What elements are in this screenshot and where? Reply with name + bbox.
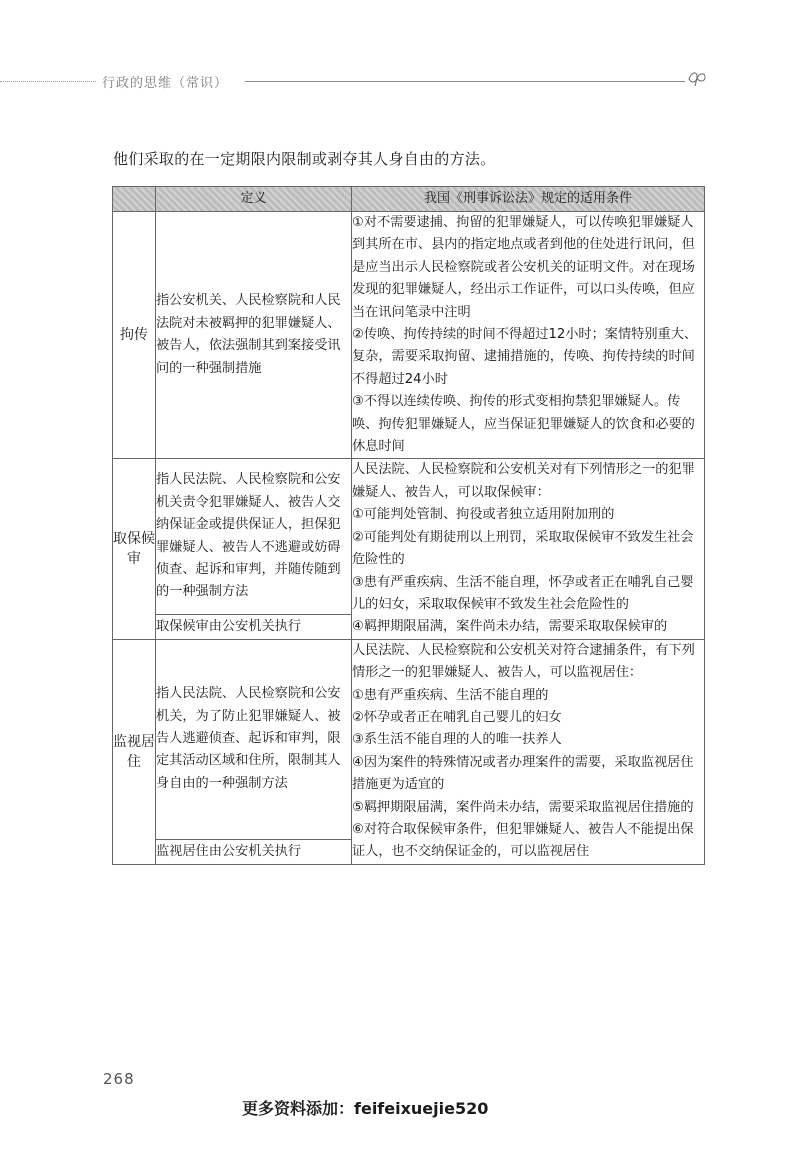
condition-item: ④羁押期限届满，案件尚未办结，需要采取取保候审的 [352, 619, 668, 635]
measure-conditions [352, 639, 705, 864]
condition-item: ②可能判处有期徒刑以上刑罚，采取取保候审不致发生社会危险性的 [352, 529, 694, 568]
header-cell-conditions: 我国《刑事诉讼法》规定的适用条件 [352, 187, 705, 212]
leaf-ornament-icon [686, 69, 708, 87]
measure-name: 拘传 [113, 212, 156, 459]
running-header [0, 66, 800, 96]
measure-name: 监视居住 [113, 639, 156, 864]
condition-item: ①对不需要逮捕、拘留的犯罪嫌疑人，可以传唤犯罪嫌疑人到其所在市、县内的指定地点或者到他的住处进行讯问，但是应当出示人民检察院或者公安机关的证明文件。对在现场发现的犯罪嫌疑人，经出示工作证件，可以口头传唤，但应当在讯问笔录中注明 [352, 215, 695, 320]
condition-item: ④因为案件的特殊情况或者办理案件的需要，采取监视居住措施更为适宜的 [352, 754, 694, 793]
measure-definition: 指人民法院、人民检察院和公安机关责令犯罪嫌疑人、被告人交纳保证金或提供保证人，担保犯罪嫌疑人、被告人不逃避或妨碍侦查、起诉和审判，并随传随到的一种强制方法 [156, 459, 352, 614]
header-dotted-rule [0, 81, 96, 82]
condition-item: 人民法院、人民检察院和公安机关对符合逮捕条件，有下列情形之一的犯罪嫌疑人、被告人，可以监视居住： [352, 642, 695, 681]
measure-executor: 取保候审由公安机关执行 [156, 614, 352, 639]
header-rule [245, 81, 685, 82]
measure-name: 取保候审 [113, 459, 156, 639]
table-header-row [113, 187, 705, 212]
condition-item: ①患有严重疾病、生活不能自理的 [352, 687, 549, 703]
measure-definition: 指公安机关、人民检察院和人民法院对未被羁押的犯罪嫌疑人、被告人，依法强制其到案接受讯问的一种强制措施 [156, 212, 352, 459]
table-row [113, 459, 705, 614]
condition-item: ③不得以连续传唤、拘传的形式变相拘禁犯罪嫌疑人。传唤、拘传犯罪嫌疑人，应当保证犯罪嫌疑人的饮食和必要的休息时间 [352, 394, 695, 455]
condition-item: ②传唤、拘传持续的时间不得超过12小时；案情特别重大、复杂，需要采取拘留、逮捕措施的，传唤、拘传持续的时间不得超过24小时 [352, 327, 698, 387]
condition-item: ⑥对符合取保候审条件，但犯罪嫌疑人、被告人不能提出保证人，也不交纳保证金的，可以监视居住 [352, 821, 694, 860]
header-title: 行政的思维（常识） [102, 76, 229, 91]
condition-item: ②怀孕或者正在哺乳自己婴儿的妇女 [352, 709, 562, 725]
footer-note: 更多资料添加：feifeixuejie520 [242, 1099, 489, 1118]
header-cell-definition: 定义 [156, 187, 352, 212]
condition-item: ⑤羁押期限届满，案件尚未办结，需要采取监视居住措施的 [352, 799, 694, 815]
page-number: 268 [103, 1070, 135, 1088]
condition-item: 人民法院、人民检察院和公安机关对有下列情形之一的犯罪嫌疑人、被告人，可以取保候审： [352, 462, 695, 500]
condition-item: ①可能判处管制、拘役或者独立适用附加刑的 [352, 507, 615, 523]
measure-conditions [352, 212, 705, 459]
condition-item: ③系生活不能自理的人的唯一扶养人 [352, 732, 562, 748]
table-row [113, 639, 705, 839]
condition-item: ③患有严重疾病、生活不能自理，怀孕或者正在哺乳自己婴儿的妇女，采取取保候审不致发生社会危险性的 [352, 574, 694, 612]
measure-definition: 指人民法院、人民检察院和公安机关，为了防止犯罪嫌疑人、被告人逃避侦查、起诉和审判，限定其活动区域和住所，限制其人身自由的一种强制方法 [156, 639, 352, 839]
measure-conditions [352, 459, 705, 639]
coercive-measures-table [112, 186, 705, 865]
table-row [113, 212, 705, 459]
header-cell-name [113, 187, 156, 212]
intro-text: 他们采取的在一定期限内限制或剥夺其人身自由的方法。 [113, 150, 496, 168]
measure-executor: 监视居住由公安机关执行 [156, 839, 352, 864]
